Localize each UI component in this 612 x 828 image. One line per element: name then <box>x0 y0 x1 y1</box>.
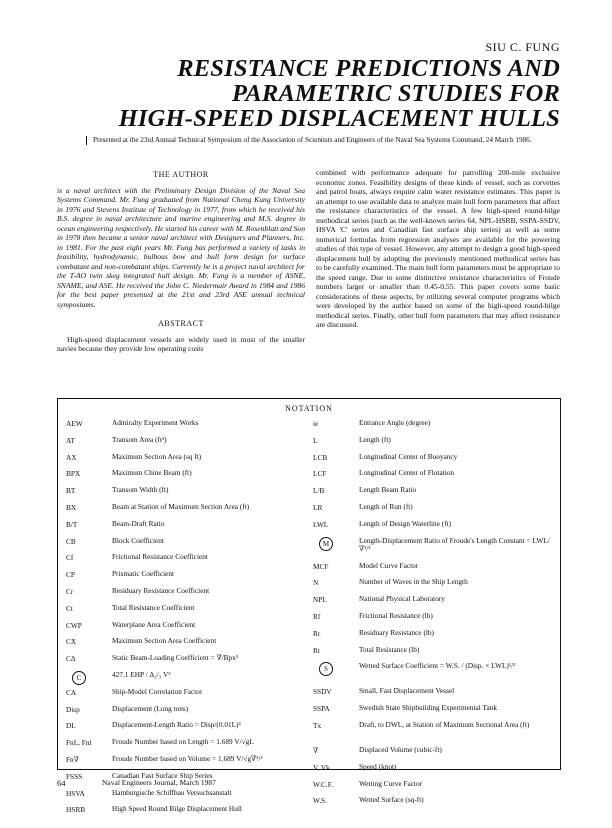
notation-symbol: SSPA <box>313 704 330 714</box>
notation-symbol: LCF <box>313 469 327 479</box>
notation-row <box>66 670 306 687</box>
notation-row <box>313 703 553 720</box>
notation-definition: Length of Run (ft) <box>359 501 413 511</box>
notation-definition: Draft, to DWL, at Station of Maximum Sectional Area (ft) <box>359 719 530 729</box>
notation-heading: NOTATION <box>285 404 333 413</box>
notation-definition: Beam at Station of Maximum Section Area (ft) <box>112 501 250 511</box>
notation-symbol: MCF <box>313 561 329 571</box>
notation-row <box>66 704 306 721</box>
notation-symbol: HSRB <box>66 805 86 815</box>
notation-definition: High Speed Round Bilge Displacement Hull <box>112 804 242 814</box>
notation-definition: Ship-Model Correlation Factor <box>112 686 203 696</box>
notation-row <box>313 645 553 662</box>
notation-row <box>66 536 306 553</box>
notation-row <box>66 418 306 435</box>
notation-definition: Longitudinal Center of Flotation <box>359 468 455 478</box>
notation-definition: Length (ft) <box>359 434 391 444</box>
notation-definition: Maximum Section Area Coefficient <box>112 636 217 646</box>
left-column <box>57 168 305 354</box>
notation-symbol: NPL <box>313 595 327 605</box>
notation-symbol: DL <box>66 721 76 731</box>
notation-symbol: CΔ <box>66 654 76 664</box>
notation-symbol: CB <box>66 536 76 546</box>
notation-definition: Maximum Section Area (sq ft) <box>112 451 202 461</box>
notation-definition: Displacement-Length Ratio = Disp/(0.01L)³ <box>112 720 241 730</box>
notation-definition: Displaced Volume (cubic-ft) <box>359 744 442 754</box>
notation-definition: Total Resistance (lb) <box>359 644 420 654</box>
notation-definition: Transom Area (ft²) <box>112 434 167 444</box>
notation-symbol: LCB <box>313 452 328 462</box>
notation-row <box>66 586 306 603</box>
abstract-text-right: combined with performance adequate for patrolling 200-mile exclusive economic zones. Feasibility designs of these kinds of vessel, such as corvettes and patrol boats, always require calm water resistance estimates. This paper is an attempt to use available data to analyze main hull form parameters that affect the resistance characteristics of the vessel. A few high-speed round-bilge methodical series (such as the well-known series 64, NPL-HSRB, SSPA-SSDV, HSVA 'C' series and Canadian fast surface ship series) as well as some numerical formulas from regression analyses are available for the powering studies of this type of vessel. However, any attempt to design a good high-speed displacement hull by adopting the previously mentioned methodical series has to be carefully examined. The main hull form parameters must be appropriate to the speed range. Due to some distinctive resistance characteristics of Froude numbers larger or smaller than 0.45-0.55. This paper covers some basic considerations of these aspects, by utilizing several computer programs which were developed by the author based on some of the high-speed round-bilge methodical series. Finally, other hull form parameters that may affect resistance are discussed. <box>316 168 560 329</box>
notation-symbol: W.S. <box>313 796 327 806</box>
notation-definition: Model Curve Factor <box>359 560 419 570</box>
circled-symbol: M <box>319 537 333 551</box>
notation-definition: Entrance Angle (degree) <box>359 418 431 427</box>
notation-symbol: AT <box>66 435 75 445</box>
notation-symbol: HSVA <box>66 788 85 798</box>
notation-definition: Residuary Resistance (lb) <box>359 627 434 637</box>
notation-symbol: LWL <box>313 519 329 529</box>
abstract-text-left: High-speed displacement vessels are widely used in most of the smaller navies because they provide low operating costs <box>57 334 305 353</box>
notation-symbol: AEW <box>66 419 83 428</box>
notation-symbol: N <box>313 578 319 588</box>
title-line: RESISTANCE PREDICTIONS AND <box>177 55 560 82</box>
notation-definition: Waterplane Area Coefficient <box>112 619 196 629</box>
notation-symbol: Rf <box>313 611 321 621</box>
notation-symbol: ∇ <box>313 745 319 755</box>
notation-definition: Frictional Resistance (lb) <box>359 610 433 620</box>
notation-definition: Length Beam Ratio <box>359 485 417 495</box>
notation-row <box>313 795 553 812</box>
notation-symbol: B/T <box>66 519 78 529</box>
notation-definition: Speed (knot) <box>359 761 397 771</box>
circled-symbol: S <box>319 662 333 676</box>
notation-symbol <box>313 537 353 551</box>
notation-symbol: LR <box>313 502 323 512</box>
notation-row <box>313 745 553 762</box>
notation-symbol: Rt <box>313 645 320 655</box>
notation-definition: National Physical Laboratory <box>359 594 445 604</box>
page-number: 64 <box>57 778 66 788</box>
notation-definition: Admiralty Experiment Works <box>112 418 199 427</box>
notation-row <box>313 686 553 703</box>
notation-row <box>313 452 553 469</box>
circled-symbol: C <box>72 671 86 685</box>
abstract-heading: ABSTRACT <box>158 319 204 328</box>
notation-definition: Total Resistance Coefficient <box>112 602 195 612</box>
notation-definition: Canadian Fast Surface Ship Series <box>112 770 213 780</box>
notation-definition: Wetted Surface (sq-ft) <box>359 795 424 805</box>
notation-definition: 427.1 EHP / Δ₂/₃ V³ <box>112 669 171 679</box>
notation-row <box>66 485 306 502</box>
notation-definition: Hamburgische Schiffbau Versuchsanstalt <box>112 787 232 797</box>
notation-row <box>66 788 306 805</box>
notation-definition: Static Beam-Loading Coefficient = ∇/Bpx³ <box>112 653 238 663</box>
notation-row <box>66 754 306 771</box>
notation-symbol <box>66 671 106 685</box>
notation-row <box>313 628 553 645</box>
notation-row <box>313 779 553 796</box>
notation-symbol: Rr <box>313 628 321 638</box>
notation-definition: Block Coefficient <box>112 535 164 545</box>
notation-symbol: Cr <box>66 586 74 596</box>
notation-symbol: CP <box>66 570 75 580</box>
notation-symbol: ie <box>313 419 319 428</box>
notation-symbol: Fn∇ <box>66 754 79 764</box>
notation-symbol: W.C.F. <box>313 779 334 789</box>
notation-row <box>66 687 306 704</box>
notation-row <box>313 762 553 779</box>
notation-symbol: L/B <box>313 486 325 496</box>
notation-row <box>66 620 306 637</box>
notation-right-column <box>313 418 553 812</box>
notation-symbol: CWP <box>66 620 82 630</box>
notation-definition: Swedish State Shipbuilding Experimental Tank <box>359 703 497 713</box>
notation-symbol: FnL, Fnl <box>66 738 92 748</box>
notation-row <box>313 435 553 452</box>
notation-row <box>313 502 553 519</box>
notation-definition: Small, Fast Displacement Vessel <box>359 686 455 696</box>
notation-definition: Maximum Chine Beam (ft) <box>112 468 192 478</box>
notation-symbol: Tx <box>313 720 322 730</box>
title-line: PARAMETRIC STUDIES FOR <box>232 80 560 107</box>
notation-symbol: BX <box>66 502 77 512</box>
notation-symbol: CA <box>66 687 77 697</box>
notation-row <box>66 737 306 754</box>
notation-definition: Transom Width (ft) <box>112 485 169 495</box>
notation-definition: Number of Waves in the Ship Length <box>359 577 468 587</box>
notation-symbol: FSSS <box>66 771 83 781</box>
notation-row <box>313 577 553 594</box>
title-line: HIGH-SPEED DISPLACEMENT HULLS <box>118 105 560 132</box>
notation-row <box>66 653 306 670</box>
notation-row <box>66 452 306 469</box>
notation-definition: Froude Number based on Volume = 1.689 V/√g∇¹/³ <box>112 753 263 763</box>
notation-definition: Wetting Curve Factor <box>359 778 423 788</box>
notation-definition: Displacement (Long tons) <box>112 703 189 713</box>
notation-symbol: Cf <box>66 553 74 563</box>
notation-row <box>66 435 306 452</box>
notation-definition: Longitudinal Center of Buoyancy <box>359 451 458 461</box>
notation-row <box>66 552 306 569</box>
notation-definition: Beam-Draft Ratio <box>112 518 165 528</box>
notation-definition: Frictional Resistance Coefficient <box>112 552 208 562</box>
notation-symbol: AX <box>66 452 77 462</box>
notation-symbol: Ct <box>66 603 73 613</box>
notation-definition: Wetted Surface Coefficient = W.S. / (Disp. × LWL)¹/² <box>359 661 516 671</box>
notation-left-column <box>66 418 306 821</box>
notation-symbol: BPX <box>66 469 81 479</box>
notation-row <box>313 485 553 502</box>
notation-row <box>66 502 306 519</box>
notation-row <box>313 594 553 611</box>
author-bio: is a naval architect with the Preliminary Design Division of the Naval Sea Systems Command. Mr. Fung graduated from National Cheng Kung University in 1976 and Stevens Institute of Technology in 1977, from which he received his B.S. degree in naval architecture and marine engineering and M.S. degree in ocean engineering respectively. He started his career with M. Rosenblatt and Son in 1978 then became a senior naval architect with Designers and Planners, Inc. in 1981. For the past eight years Mr. Fung has performed a variety of tasks in feasibility, hydrodynamic, bulbous bow and hull form design for surface combatant and non-combatant ships. Currently he is a project naval architect for the T-AO twin skeg integrated hull design. Mr. Fung is a member of ASNE, SNAME, and ASE. He received the John C. Niedermair Award in 1984 and 1986 for the best paper presented at the 21st and 23rd ASE annual technical symposiums. <box>57 185 305 309</box>
notation-symbol: Disp <box>66 704 80 714</box>
notation-definition: Length of Design Waterline (ft) <box>359 518 452 528</box>
notation-row <box>313 468 553 485</box>
notation-row <box>66 804 306 821</box>
notation-row <box>66 603 306 620</box>
notation-row <box>66 519 306 536</box>
paper-title <box>60 56 560 131</box>
notation-symbol: L <box>313 435 318 445</box>
notation-symbol: SSDV <box>313 687 332 697</box>
notation-symbol: V, Vk <box>313 762 330 772</box>
notation-symbol: CX <box>66 637 77 647</box>
notation-row <box>66 720 306 737</box>
journal-citation: Naval Engineers Journal, March 1987 <box>102 778 216 787</box>
notation-row <box>313 519 553 536</box>
author-heading: THE AUTHOR <box>153 170 209 179</box>
right-column <box>316 168 560 330</box>
notation-row <box>313 536 553 561</box>
notation-symbol: BT <box>66 486 76 496</box>
notation-row <box>66 569 306 586</box>
notation-row <box>313 561 553 578</box>
author-name: SIU C. FUNG <box>485 40 560 54</box>
notation-definition: Residuary Resistance Coefficient <box>112 585 210 595</box>
notation-row <box>313 720 553 745</box>
notation-definition: Froude Number based on Length = 1.689 V/√gL <box>112 737 254 747</box>
notation-row <box>66 468 306 485</box>
notation-row <box>313 661 553 686</box>
notation-symbol <box>313 662 353 676</box>
notation-row <box>66 636 306 653</box>
presentation-note: Presented at the 23rd Annual Technical Symposium of the Association of Scientists and Engineers of the Naval Sea Systems Command, 24 March 1986. <box>86 136 563 145</box>
notation-definition: Length-Displacement Ratio of Froude's Length Constant = LWL/∇¹/³ <box>359 535 550 554</box>
notation-definition: Prismatic Coefficient <box>112 569 175 579</box>
notation-row <box>313 418 553 435</box>
notation-row <box>313 611 553 628</box>
